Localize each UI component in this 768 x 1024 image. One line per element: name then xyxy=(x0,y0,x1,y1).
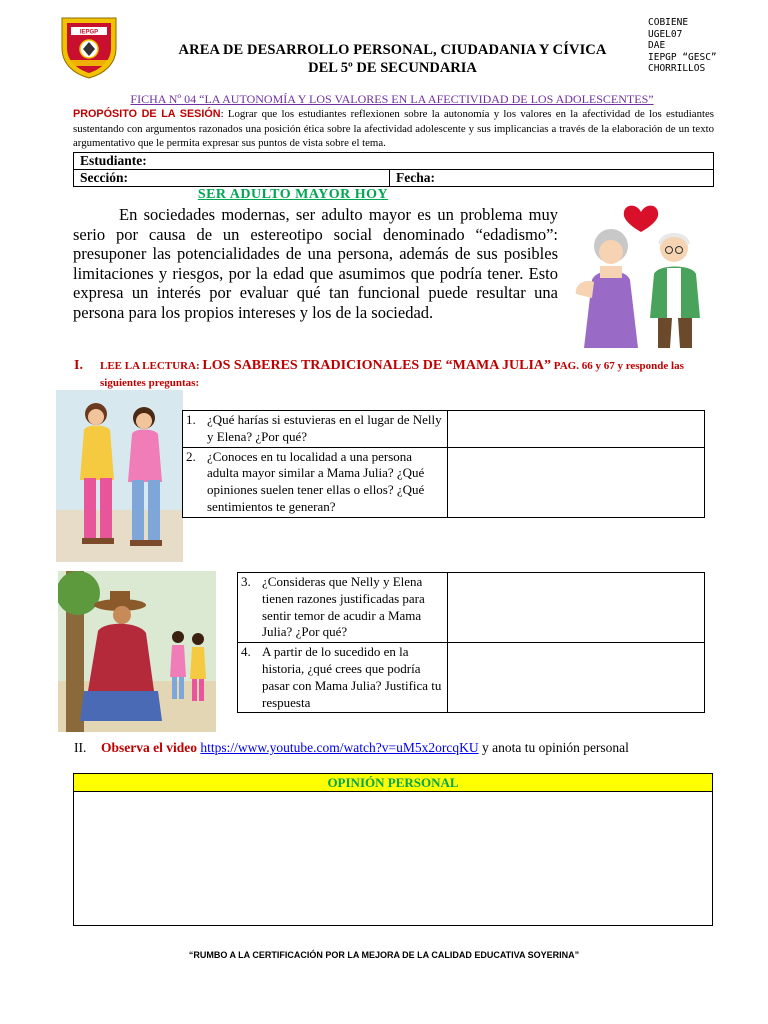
section2-label: Observa el video xyxy=(101,740,197,755)
page-title-line2: DEL 5º DE SECUNDARIA xyxy=(308,60,477,76)
question-text: ¿Consideras que Nelly y Elena tienen razones justificadas para sentir temor de acudir a Mama Julia? ¿Por qué? xyxy=(259,573,448,643)
opinion-box xyxy=(73,773,713,926)
questions-table-1 xyxy=(182,410,705,518)
logo-top-text: IEPGP xyxy=(79,29,99,36)
question-row xyxy=(238,573,705,643)
mama-julia-illustration xyxy=(58,571,216,732)
video-link[interactable]: https://www.youtube.com/watch?v=uM5x2orcqKU xyxy=(200,740,479,755)
school-logo xyxy=(58,14,120,80)
section2-rest: y anota tu opinión personal xyxy=(478,740,629,755)
info-line: DAE xyxy=(648,40,666,51)
answer-cell[interactable] xyxy=(448,411,705,448)
question-number: 2. xyxy=(183,447,205,517)
info-line: UGEL07 xyxy=(648,28,683,40)
footer-motto: “RUMBO A LA CERTIFICACIÓN POR LA MEJORA DE LA CALIDAD EDUCATIVA SOYERINA” xyxy=(188,950,580,960)
purpose-text: : Lograr que los estudiantes reflexionen sobre la autonomía y los valores en la afectividad de los estudiantes sustentando con argumentos razonados una posición ética sobre la afectividad adolescente y sus implicancias a través de la elaboración de un texto argumentativo que le permita expresar sus puntos de vista sobre el tema. xyxy=(73,108,714,149)
info-line: IEPGP “GESC” xyxy=(648,51,717,63)
section1-reading-title: LOS SABERES TRADICIONALES DE “MAMA JULIA” xyxy=(202,358,552,373)
question-number: 4. xyxy=(238,643,260,713)
section-cell[interactable]: Sección: xyxy=(74,170,390,187)
question-row xyxy=(238,643,705,713)
purpose-paragraph xyxy=(73,107,714,151)
opinion-writing-area[interactable] xyxy=(74,792,712,926)
question-text: ¿Conoces en tu localidad a una persona adulta mayor similar a Mama Julia? ¿Qué opiniones suelen tener ellas o ellos? ¿Qué sentimientos te generan? xyxy=(204,447,448,517)
reading-paragraph: En sociedades modernas, ser adulto mayor es un problema muy serio por causa de un estereotipo social denominado “edadismo”: presuponer las potencialidades de una persona, además de sus posibles limitaciones y riesgos, por la edad que asumimos que podría tener. Esto expresa un interés por evaluar qué tan funcional puede resultar una persona para los propios intereses y los de la sociedad. xyxy=(73,205,558,322)
question-number: 1. xyxy=(183,411,205,448)
ficha-title: FICHA Nº 04 “LA AUTONOMÍA Y LOS VALORES EN LA AFECTIVIDAD DE LOS ADOLESCENTES” xyxy=(130,92,654,106)
info-line: CHORRILLOS xyxy=(648,63,706,74)
section2-number: II. xyxy=(74,740,87,755)
institution-info xyxy=(648,17,717,75)
student-name-cell[interactable]: Estudiante: xyxy=(74,153,714,170)
student-info-table xyxy=(73,152,714,187)
question-row xyxy=(183,447,705,517)
section1-part3: PAG. 66 y 67 y responde las siguientes preguntas: xyxy=(100,360,684,389)
girls-illustration xyxy=(56,390,183,562)
question-row xyxy=(183,411,705,448)
info-line: COBIENE xyxy=(648,17,689,28)
question-text: ¿Qué harías si estuvieras en el lugar de Nelly y Elena? ¿Por qué? xyxy=(204,411,448,448)
page-title-line1: AREA DE DESARROLLO PERSONAL, CIUDADANIA Y CÍVICA xyxy=(178,42,607,58)
reading-subtitle: SER ADULTO MAYOR HOY xyxy=(197,187,389,202)
section1-number: I. xyxy=(74,358,83,373)
elderly-couple-illustration xyxy=(566,198,716,354)
question-number: 3. xyxy=(238,573,260,643)
section1-part1: LEE LA LECTURA: xyxy=(100,360,203,372)
section2-instructions xyxy=(101,740,721,756)
answer-cell[interactable] xyxy=(448,447,705,517)
questions-table-2 xyxy=(237,572,705,713)
purpose-label: PROPÓSITO DE LA SESIÓN xyxy=(73,108,221,120)
date-cell[interactable]: Fecha: xyxy=(390,170,714,187)
answer-cell[interactable] xyxy=(448,573,705,643)
answer-cell[interactable] xyxy=(448,643,705,713)
question-text: A partir de lo sucedido en la historia, ¿qué crees que podría pasar con Mama Julia? Justifica tu respuesta xyxy=(259,643,448,713)
opinion-heading: OPINIÓN PERSONAL xyxy=(74,774,712,792)
section1-instructions xyxy=(100,357,712,391)
